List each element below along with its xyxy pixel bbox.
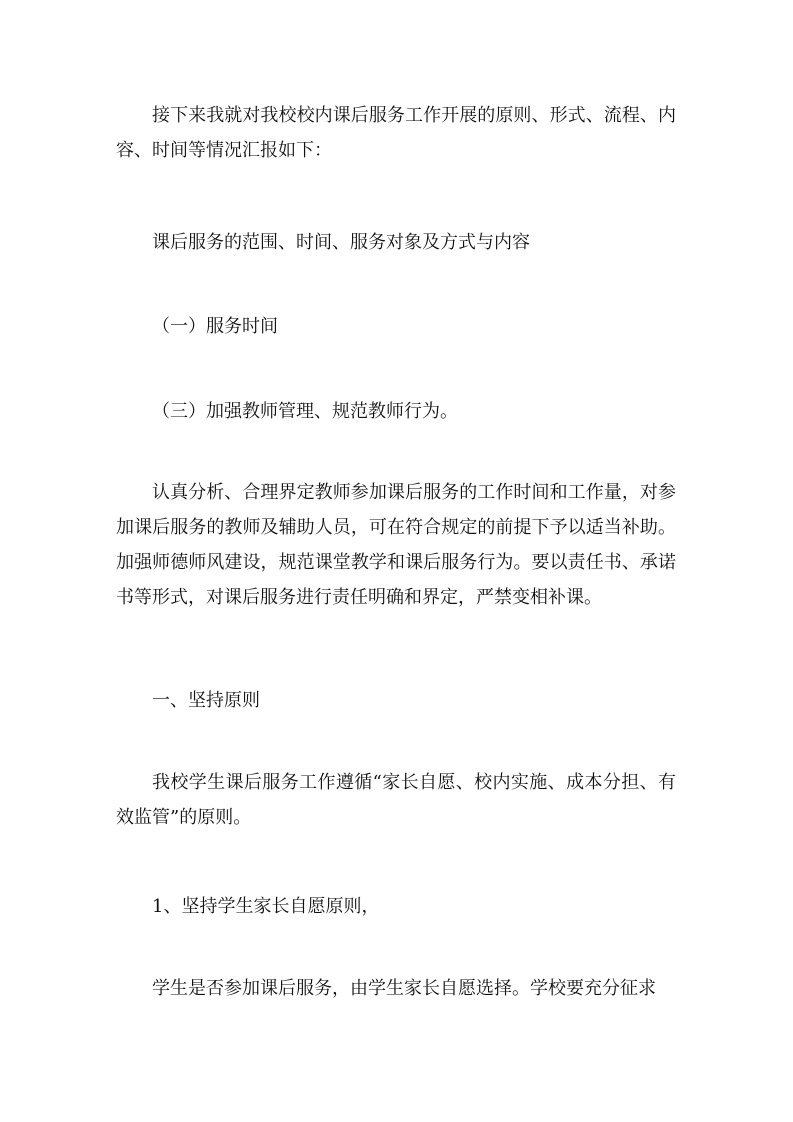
paragraph-service-scope-heading: 课后服务的范围、时间、服务对象及方式与内容: [152, 232, 530, 253]
paragraph-voluntary-body: 学生是否参加课后服务，由学生家长自愿选择。学校要充分征求: [152, 978, 656, 999]
paragraph-service-time-heading: （一）服务时间: [152, 316, 278, 337]
paragraph-teacher-management-body: 认真分析、合理界定教师参加课后服务的工作时间和工作量，对参加课后服务的教师及辅助人员，可在符合规定的前提下予以适当补助。加强师德师风建设，规范课堂教学和课后服务行为。要以责任书、承诺书等形式，对课后服务进行责任明确和界定，严禁变相补课。: [116, 482, 676, 608]
paragraph-voluntary-heading: 1、坚持学生家长自愿原则，: [152, 896, 380, 917]
paragraph-principles-heading: 一、坚持原则: [152, 690, 260, 711]
paragraph-teacher-management-heading: （三）加强教师管理、规范教师行为。: [152, 401, 458, 422]
paragraph-report-intro: 接下来我就对我校校内课后服务工作开展的原则、形式、流程、内容、时间等情况汇报如下：: [116, 105, 676, 161]
paragraph-principles-body: 我校学生课后服务工作遵循“家长自愿、校内实施、成本分担、有效监管”的原则。: [116, 772, 676, 828]
